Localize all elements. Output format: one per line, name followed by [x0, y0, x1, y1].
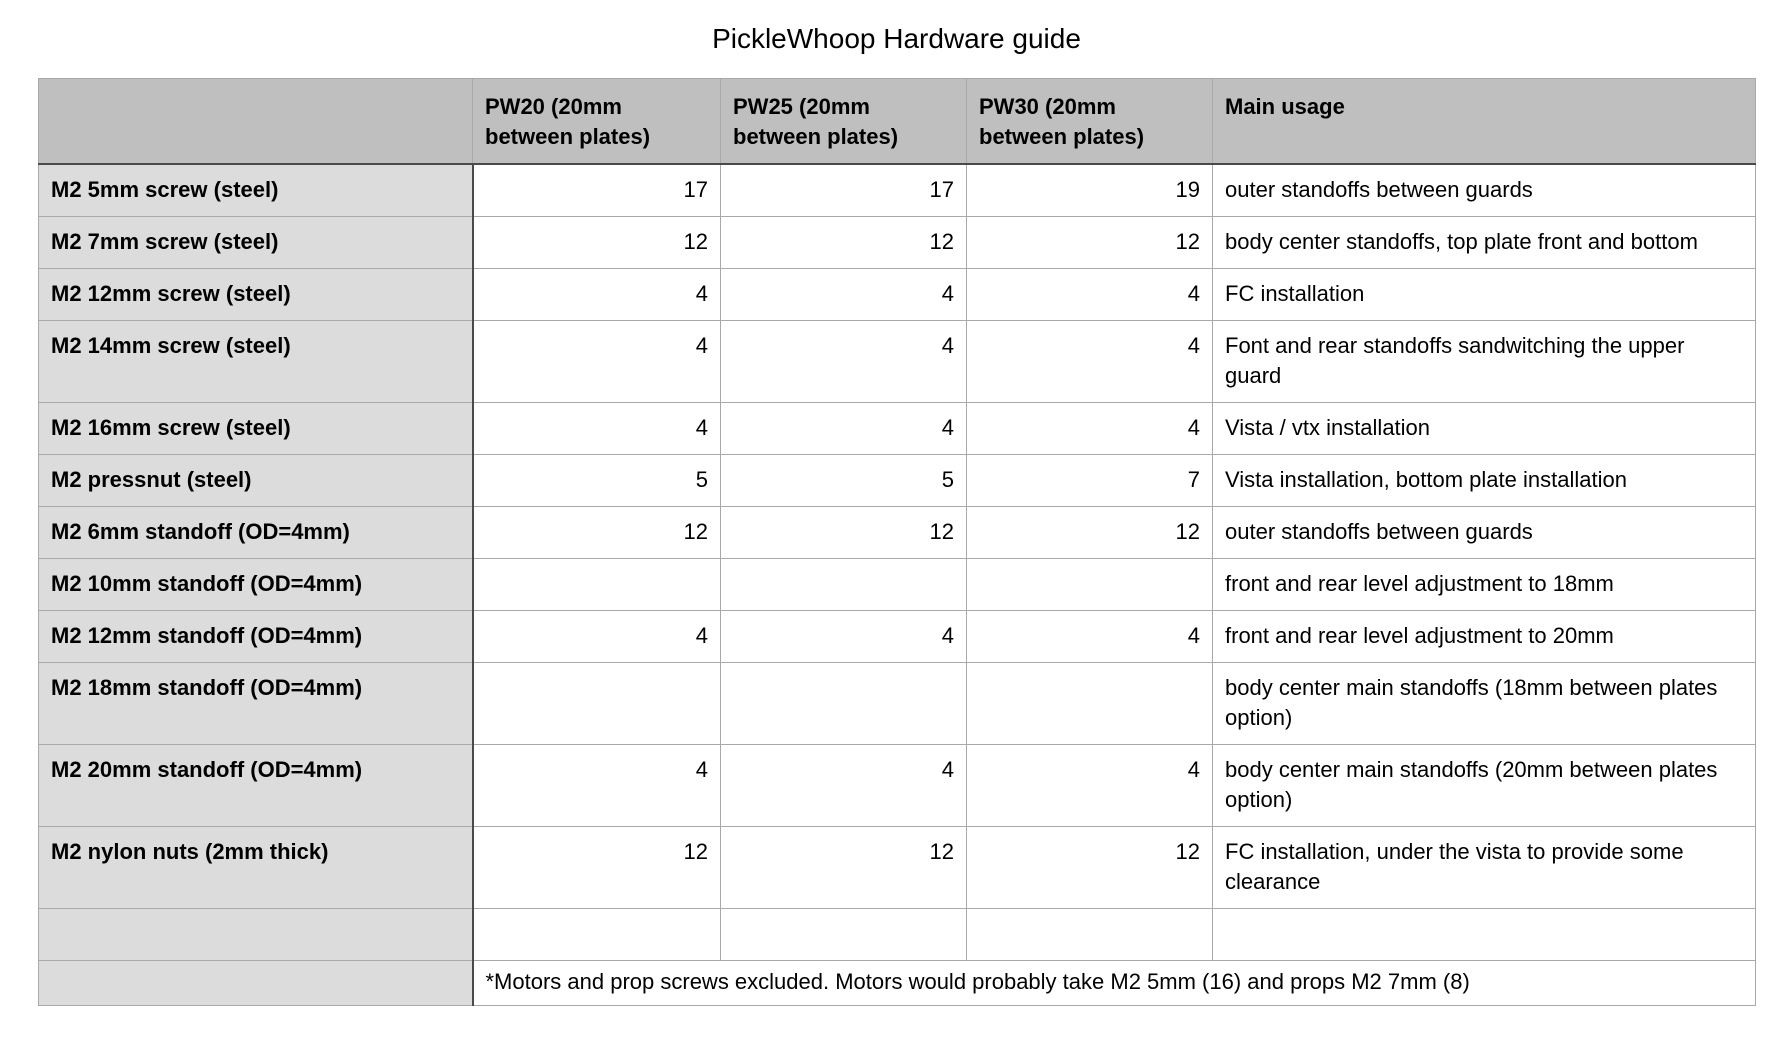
pw25-count: 17	[721, 164, 967, 217]
pw30-count: 4	[967, 745, 1213, 827]
header-pw20: PW20 (20mm between plates)	[473, 79, 721, 165]
pw20-count	[473, 559, 721, 611]
usage-text: body center main standoffs (18mm between plates option)	[1213, 663, 1756, 745]
pw30-count: 12	[967, 217, 1213, 269]
pw20-count: 4	[473, 403, 721, 455]
pw20-count: 12	[473, 507, 721, 559]
table-row	[39, 217, 1756, 269]
row-label: M2 pressnut (steel)	[39, 455, 473, 507]
pw25-count: 4	[721, 269, 967, 321]
pw25-count: 12	[721, 507, 967, 559]
hardware-table	[38, 78, 1756, 1006]
table-row	[39, 745, 1756, 827]
empty-cell	[473, 909, 721, 961]
table-row	[39, 827, 1756, 909]
pw30-count	[967, 663, 1213, 745]
usage-text: FC installation	[1213, 269, 1756, 321]
pw20-count	[473, 663, 721, 745]
row-label: M2 10mm standoff (OD=4mm)	[39, 559, 473, 611]
table-row	[39, 269, 1756, 321]
table-row	[39, 611, 1756, 663]
row-label: M2 20mm standoff (OD=4mm)	[39, 745, 473, 827]
table-row	[39, 559, 1756, 611]
pw25-count: 4	[721, 611, 967, 663]
table-row	[39, 321, 1756, 403]
pw25-count: 12	[721, 827, 967, 909]
empty-label-cell	[39, 909, 473, 961]
pw20-count: 17	[473, 164, 721, 217]
usage-text: FC installation, under the vista to provide some clearance	[1213, 827, 1756, 909]
pw20-count: 12	[473, 217, 721, 269]
pw25-count: 4	[721, 745, 967, 827]
header-main-usage: Main usage	[1213, 79, 1756, 165]
table-row	[39, 663, 1756, 745]
empty-cell	[1213, 909, 1756, 961]
page-title: PickleWhoop Hardware guide	[712, 23, 1081, 54]
usage-text: outer standoffs between guards	[1213, 164, 1756, 217]
row-label: M2 12mm standoff (OD=4mm)	[39, 611, 473, 663]
row-label: M2 18mm standoff (OD=4mm)	[39, 663, 473, 745]
pw30-count: 4	[967, 269, 1213, 321]
pw20-count: 4	[473, 611, 721, 663]
pw25-count: 5	[721, 455, 967, 507]
empty-cell	[967, 909, 1213, 961]
row-label: M2 7mm screw (steel)	[39, 217, 473, 269]
header-row	[39, 79, 1756, 165]
row-label: M2 6mm standoff (OD=4mm)	[39, 507, 473, 559]
row-label: M2 16mm screw (steel)	[39, 403, 473, 455]
usage-text: front and rear level adjustment to 18mm	[1213, 559, 1756, 611]
pw30-count: 4	[967, 611, 1213, 663]
pw20-count: 4	[473, 321, 721, 403]
row-label: M2 14mm screw (steel)	[39, 321, 473, 403]
pw30-count: 7	[967, 455, 1213, 507]
table-row	[39, 507, 1756, 559]
row-label: M2 5mm screw (steel)	[39, 164, 473, 217]
pw20-count: 5	[473, 455, 721, 507]
usage-text: Vista / vtx installation	[1213, 403, 1756, 455]
usage-text: Font and rear standoffs sandwitching the upper guard	[1213, 321, 1756, 403]
pw20-count: 4	[473, 745, 721, 827]
row-label: M2 nylon nuts (2mm thick)	[39, 827, 473, 909]
empty-row	[39, 909, 1756, 961]
row-label: M2 12mm screw (steel)	[39, 269, 473, 321]
pw30-count: 4	[967, 321, 1213, 403]
header-corner-cell	[39, 79, 473, 165]
usage-text: front and rear level adjustment to 20mm	[1213, 611, 1756, 663]
pw25-count	[721, 559, 967, 611]
usage-text: body center main standoffs (20mm between plates option)	[1213, 745, 1756, 827]
table-row	[39, 164, 1756, 217]
table-row	[39, 455, 1756, 507]
usage-text: outer standoffs between guards	[1213, 507, 1756, 559]
pw30-count: 12	[967, 507, 1213, 559]
pw25-count: 4	[721, 321, 967, 403]
pw20-count: 12	[473, 827, 721, 909]
usage-text: body center standoffs, top plate front and bottom	[1213, 217, 1756, 269]
pw25-count: 12	[721, 217, 967, 269]
pw30-count: 12	[967, 827, 1213, 909]
pw30-count: 4	[967, 403, 1213, 455]
table-row	[39, 403, 1756, 455]
footnote-text: *Motors and prop screws excluded. Motors would probably take M2 5mm (16) and props M2 7mm (8)	[473, 961, 1756, 1006]
footnote-row	[39, 961, 1756, 1006]
header-pw25: PW25 (20mm between plates)	[721, 79, 967, 165]
empty-cell	[721, 909, 967, 961]
usage-text: Vista installation, bottom plate installation	[1213, 455, 1756, 507]
pw20-count: 4	[473, 269, 721, 321]
footnote-label-cell	[39, 961, 473, 1006]
pw25-count	[721, 663, 967, 745]
pw25-count: 4	[721, 403, 967, 455]
header-pw30: PW30 (20mm between plates)	[967, 79, 1213, 165]
pw30-count: 19	[967, 164, 1213, 217]
pw30-count	[967, 559, 1213, 611]
